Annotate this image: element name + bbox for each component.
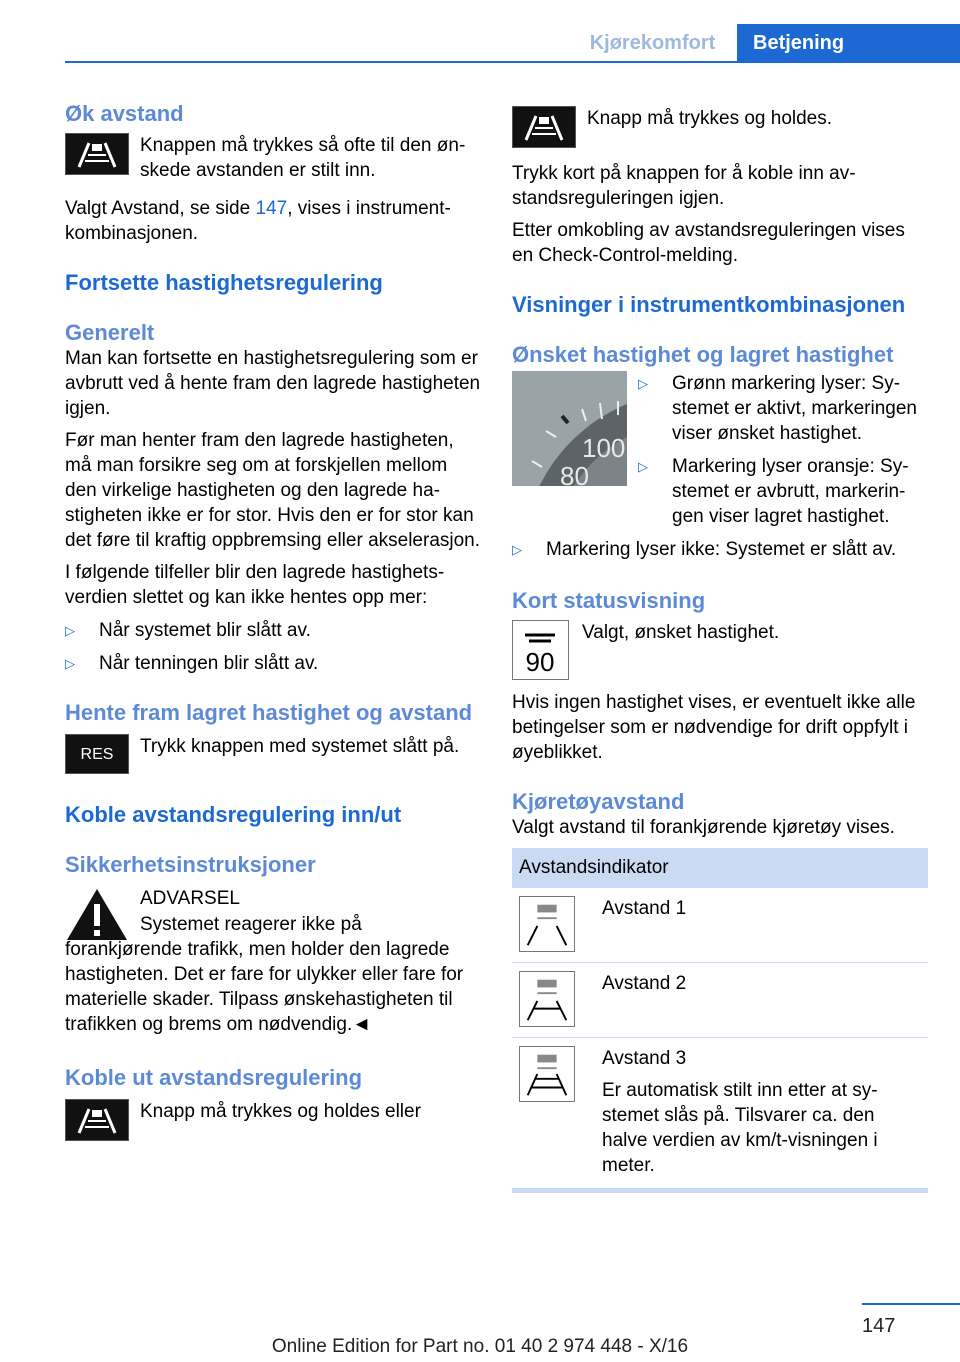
section-title-fortsette: Fortsette hastighetsregulering — [65, 270, 383, 295]
right-p2: Etter omkobling av avstandsreguleringen vises en Check-Control-melding. — [512, 220, 905, 266]
distance-label: Avstand 1 — [602, 898, 687, 919]
koble-ut-text: Knapp må trykkes og holdes eller — [140, 1101, 421, 1122]
bullet-triangle-icon: ▷ — [65, 656, 75, 671]
kort-paragraph: Hvis ingen hastighet vises, er eventuelt ikke alle betingelser som er nødvendige for drift oppfylt i øyeblikket. — [512, 692, 916, 763]
distance-table — [512, 848, 928, 1193]
hold-row — [512, 106, 928, 148]
list-item — [638, 371, 928, 446]
kort-text: Valgt, ønsket hastighet. — [582, 622, 780, 643]
distance-label: Avstand 3 — [602, 1048, 687, 1069]
bullet-triangle-icon: ▷ — [638, 376, 648, 391]
fortsette-p3: I følgende tilfeller blir den lagrede hastighetsverdien slettet og kan ikke hentes opp mer: — [65, 562, 445, 608]
list-item-text: Markering lyser ikke: Systemet er slått av. — [546, 539, 897, 560]
list-item — [512, 537, 928, 562]
gauge-label-100: 100 — [582, 433, 626, 463]
table-cell — [602, 971, 686, 1027]
subtitle-onsket: Ønsket hastighet og lagret hastighet — [512, 342, 894, 367]
list-item-text: Når tenningen blir slått av. — [99, 653, 319, 674]
footer-rule — [862, 1303, 960, 1305]
res-button-label: RES — [80, 745, 114, 763]
table-cell — [602, 1046, 921, 1178]
kjoretoy-paragraph: Valgt avstand til forankjørende kjøretøy vises. — [512, 817, 895, 838]
distance-button-icon — [65, 133, 129, 175]
table-row — [512, 963, 928, 1038]
section-title-kjoretoy: Kjøretøyavstand — [512, 789, 685, 814]
right-column — [512, 100, 928, 1193]
list-item-text: Når systemet blir slått av. — [99, 620, 311, 641]
table-cell — [602, 896, 686, 952]
speed-status-icon — [512, 620, 569, 680]
gauge-label-80: 80 — [560, 461, 589, 486]
koble-ut-row — [65, 1099, 481, 1141]
table-bottom-rule — [512, 1188, 928, 1193]
ref-text-after: , vises i instrumentkombinasjonen. — [65, 198, 451, 244]
distance-1-icon — [519, 896, 575, 952]
tab-betjening[interactable] — [737, 24, 960, 62]
page-number: 147 — [862, 1315, 896, 1337]
warning-icon — [65, 886, 129, 942]
page-link[interactable]: 147 — [255, 198, 288, 219]
right-p1: Trykk kort på knappen for å koble inn avstandsreguleringen igjen. — [512, 163, 856, 209]
section-title-ok-avstand: Øk avstand — [65, 101, 184, 126]
bullet-triangle-icon: ▷ — [638, 459, 648, 474]
distance-3-icon — [519, 1046, 575, 1102]
distance-note: Er automatisk stilt inn etter at systemet slås på. Tilsvarer ca. den halve verdien av km/t-visningen i meter. — [602, 1080, 878, 1176]
tab-betjening-label: Betjening — [753, 32, 845, 54]
subtitle-sikkerhet: Sikkerhetsinstruksjoner — [65, 852, 316, 877]
bullet-triangle-icon: ▷ — [65, 623, 75, 638]
gauge-bullets — [638, 363, 928, 529]
left-column — [65, 100, 481, 1141]
warning-text: Systemet reagerer ikke på forankjørende trafikk, men holder den lagrede hastigheten. Det er fare for ulykker eller fare for materielle skader. Tilpass ønskehastigheten til trafikken og brems om nødvendig.◄ — [65, 914, 464, 1035]
tab-kjorekomfort[interactable]: Kjørekomfort — [589, 32, 716, 54]
section-title-visninger: Visninger i instrumentkombinasjonen — [512, 292, 906, 317]
table-header: Avstandsindikator — [512, 848, 928, 888]
hente-row — [65, 734, 481, 774]
res-button-icon — [65, 734, 129, 774]
kort-row — [512, 620, 928, 680]
hente-text: Trykk knappen med systemet slått på. — [140, 736, 460, 757]
distance-button-icon — [65, 1099, 129, 1141]
distance-button-icon — [512, 106, 576, 148]
list-item-text: Markering lyser oransje: Systemet er avbrutt, markeringen viser lagret hastighet. — [672, 456, 909, 527]
warning-label: ADVARSEL — [140, 888, 240, 909]
distance-2-icon — [519, 971, 575, 1027]
header-rule — [65, 61, 960, 63]
subtitle-generelt: Generelt — [65, 320, 155, 345]
section-title-hente: Hente fram lagret hastighet og avstand — [65, 700, 473, 725]
ok-avstand-text: Knappen må trykkes så ofte til den ønskede avstanden er stilt inn. — [140, 135, 466, 181]
list-item-text: Grønn markering lyser: Systemet er aktivt, markeringen viser ønsket hastighet. — [672, 373, 917, 444]
gauge-block — [512, 371, 928, 529]
list-item — [65, 651, 481, 676]
section-title-koble-ut: Koble ut avstandsregulering — [65, 1065, 363, 1090]
section-title-kort: Kort statusvisning — [512, 588, 706, 613]
list-item — [638, 454, 928, 529]
hold-text: Knapp må trykkes og holdes. — [587, 108, 833, 129]
speedometer-image — [512, 371, 627, 486]
list-item — [65, 618, 481, 643]
status-speed-value: 90 — [525, 647, 555, 677]
table-row — [512, 888, 928, 963]
table-row — [512, 1038, 928, 1188]
ok-avstand-reference — [65, 196, 481, 246]
fortsette-p2: Før man henter fram den lagrede hastigheten, må man forsikre seg om at forskjellen mellom den virkelige hastigheten og den lagrede hastigheten ikke er for stor. Hvis den er for stor kan det føre til kraftig oppbremsing eller akselerasjon. — [65, 430, 481, 551]
edition-text: Online Edition for Part no. 01 40 2 974 448 - X/16 — [271, 1336, 689, 1357]
distance-label: Avstand 2 — [602, 973, 687, 994]
ok-avstand-row — [65, 133, 481, 183]
bullet-triangle-icon: ▷ — [512, 542, 522, 557]
ref-text-before: Valgt Avstand, se side — [65, 198, 256, 219]
fortsette-p1: Man kan fortsette en hastighetsregulering som er avbrutt ved å hente fram den lagrede hastigheten igjen. — [65, 348, 481, 419]
section-title-koble: Koble avstandsregulering inn/ut — [65, 802, 402, 827]
